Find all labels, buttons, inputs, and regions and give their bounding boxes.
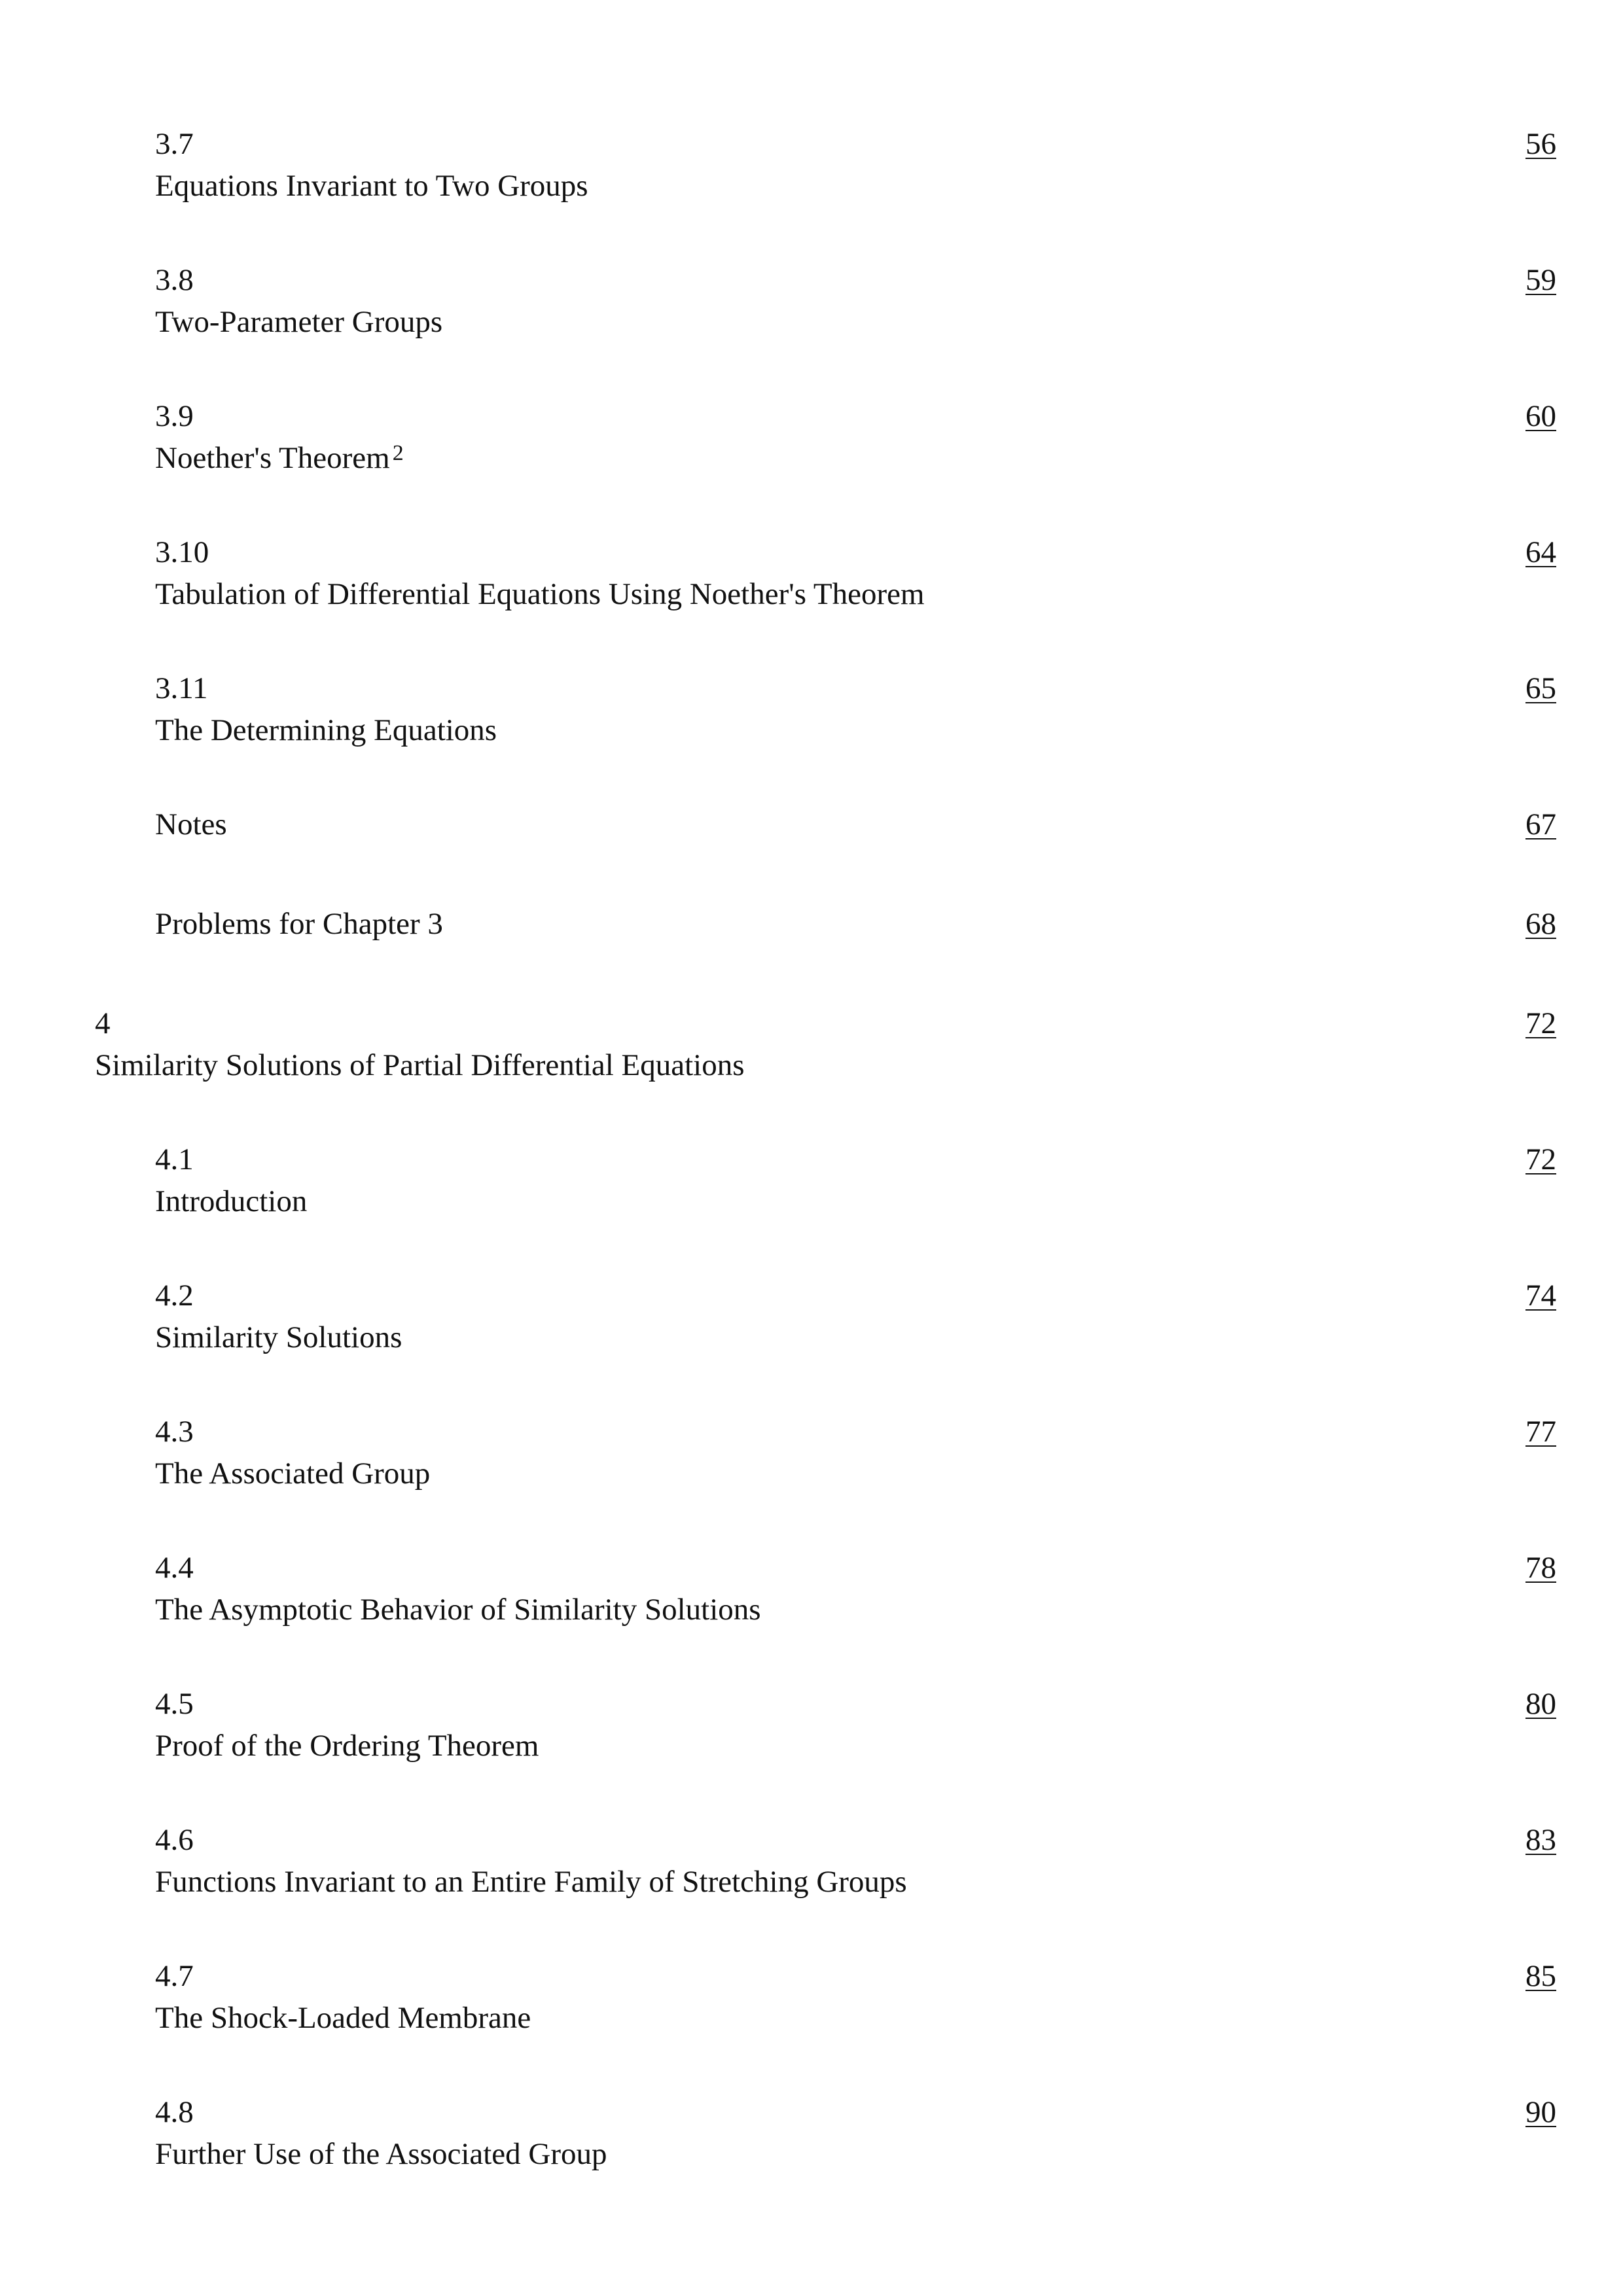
section-title: Similarity Solutions [155, 1320, 402, 1354]
section-number: 4.5 [155, 1687, 194, 1721]
page-link[interactable]: 90 [1525, 2095, 1556, 2129]
section-title: Functions Invariant to an Entire Family of Stretching Groups [155, 1865, 907, 1899]
section-title-with-note [155, 438, 404, 478]
toc-entry-4-8 [0, 2093, 1623, 2184]
toc-entry-chapter-4 [0, 1004, 1623, 1095]
toc-entry-4-1 [0, 1140, 1623, 1231]
section-number: 4.6 [155, 1823, 194, 1857]
toc-entry-3-7 [0, 124, 1623, 216]
toc-entry-4-5 [0, 1684, 1623, 1776]
section-title: Tabulation of Differential Equations Using Noether's Theorem [155, 577, 925, 611]
toc-entry-4-2 [0, 1276, 1623, 1368]
page-link[interactable]: 72 [1525, 1142, 1556, 1176]
section-number: 4.7 [155, 1959, 194, 1993]
page-link[interactable]: 67 [1525, 807, 1556, 841]
toc-entry-problems-chapter-3 [0, 904, 1623, 996]
toc-entry-3-9 [0, 397, 1623, 488]
page-link[interactable]: 78 [1525, 1551, 1556, 1585]
footnote-marker: 2 [392, 441, 404, 465]
chapter-number: 4 [95, 1006, 111, 1040]
page-link[interactable]: 68 [1525, 907, 1556, 941]
section-title: Further Use of the Associated Group [155, 2137, 607, 2171]
page-link[interactable]: 59 [1525, 263, 1556, 297]
toc-entry-4-7 [0, 1956, 1623, 2048]
toc-entry-3-8 [0, 260, 1623, 352]
section-number: 3.7 [155, 127, 194, 161]
section-title: Notes [155, 807, 227, 841]
page-link[interactable]: 83 [1525, 1823, 1556, 1857]
page-link[interactable]: 74 [1525, 1279, 1556, 1313]
section-number: 3.11 [155, 671, 208, 705]
toc-entry-3-10 [0, 533, 1623, 624]
section-number: 3.10 [155, 535, 209, 569]
section-number: 3.8 [155, 263, 194, 297]
section-number: 4.2 [155, 1279, 194, 1313]
section-title: Noether's Theorem [155, 441, 390, 475]
section-title: Proof of the Ordering Theorem [155, 1729, 539, 1763]
page-link[interactable]: 64 [1525, 535, 1556, 569]
page-link[interactable]: 80 [1525, 1687, 1556, 1721]
page-link[interactable]: 60 [1525, 399, 1556, 433]
section-number: 4.1 [155, 1142, 194, 1176]
section-number: 3.9 [155, 399, 194, 433]
toc-entry-4-6 [0, 1820, 1623, 1912]
page-link[interactable]: 77 [1525, 1415, 1556, 1449]
section-title: Introduction [155, 1184, 308, 1218]
chapter-title: Similarity Solutions of Partial Differential Equations [95, 1048, 745, 1082]
page-link[interactable]: 56 [1525, 127, 1556, 161]
toc-entry-4-3 [0, 1412, 1623, 1504]
section-title: The Determining Equations [155, 713, 497, 747]
toc-entry-notes [0, 805, 1623, 896]
section-number: 4.4 [155, 1551, 194, 1585]
section-title: Two-Parameter Groups [155, 305, 443, 339]
section-title: The Shock-Loaded Membrane [155, 2001, 531, 2035]
section-title: The Associated Group [155, 1457, 431, 1491]
page-link[interactable]: 85 [1525, 1959, 1556, 1993]
section-number: 4.3 [155, 1415, 194, 1449]
page-link[interactable]: 65 [1525, 671, 1556, 705]
section-number: 4.8 [155, 2095, 194, 2129]
section-title: The Asymptotic Behavior of Similarity Solutions [155, 1593, 761, 1627]
toc-entry-3-11 [0, 669, 1623, 760]
section-title: Problems for Chapter 3 [155, 907, 443, 941]
section-title: Equations Invariant to Two Groups [155, 169, 588, 203]
toc-entry-4-4 [0, 1548, 1623, 1640]
page-link[interactable]: 72 [1525, 1006, 1556, 1040]
